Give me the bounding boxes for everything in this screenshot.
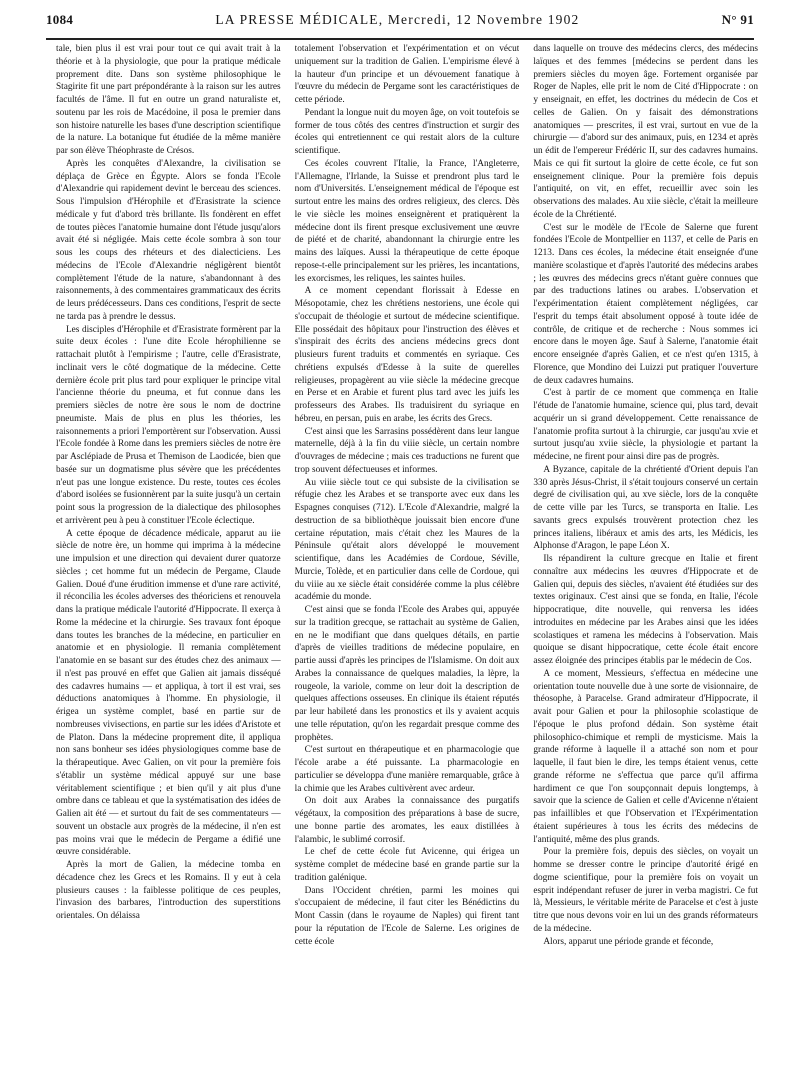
paragraph: Au viiie siècle tout ce qui subsiste de la civilisation se réfugie chez les Arabes et se transporte avec eux dans les Espagnes conquises (712). L'Ecole d'Alexandrie, malgré la destruction de sa bibliothèque jouissait bien encore d'une certaine réputation, mais c'était chez les Maures de la Péninsule qu'était alors développé le mouvement scientifique, dans les Académies de Cordoue, Séville, Murcie, Tolède, et en particulier dans celle de Cordoue, qui du viiie au xe siècle était considérée comme la plus célèbre académie du monde.: [294, 477, 520, 603]
page-number: 1084: [46, 12, 74, 27]
paragraph: totalement l'observation et l'expérimentation et on vécut uniquement sur la tradition de Galien. L'empirisme élevé à la hauteur d'un principe et un dévouement fanatique à l'œuvre du médecin de Pergame sont les caractéristiques de cette période.: [294, 44, 520, 105]
paragraph: C'est à partir de ce moment que commença en Italie l'étude de l'anatomie humaine, science qui, plus tard, devait acquérir un si grand développement. Cette renaissance de l'anatomie profita surtout à la chirurgie, car jusqu'au xvie et surtout jusqu'au xviie siècle, la physiologie et partant la médecine, ne firent pour ainsi dire pas de progrès.: [533, 388, 759, 462]
article-body: [56, 43, 758, 1078]
paragraph: Le chef de cette école fut Avicenne, qui érigea un système complet de médecine basé en grande partie sur la tradition galénique.: [294, 847, 520, 883]
paragraph: Pendant la longue nuit du moyen âge, on voit toutefois se former de tous côtés des centres d'instruction et surgir des écoles qui entretiennent ce qui restait alors de la culture scientifique.: [294, 107, 520, 156]
paragraph: Pour la première fois, depuis des siècles, on voyait un homme se dresser contre le principe d'autorité érigé en dogme scientifique, pour la première fois on voyait un esprit indépendant refuser de jurer in verba magistri. Ce fut là, Messieurs, le véritable mérite de Paracelse et c'est à juste titre que nous devons voir en lui un des grands réformateurs de la médecine.: [533, 847, 759, 934]
paragraph: Après la mort de Galien, la médecine tomba en décadence chez les Grecs et les Romains. Il y eut à cela plusieurs causes : la faiblesse politique de ces peuples, l'invasion des barbares, l'introduction des superstitions orientales. On délaissa: [56, 860, 281, 921]
page-header: [46, 6, 754, 34]
text-column-1: [56, 43, 281, 1078]
paragraph: A ce moment cependant florissait à Edesse en Mésopotamie, chez les chrétiens nestoriens, une école qui s'occupait de théologie et surtout de médecine scientifique. Elle possédait des hôpitaux pour l'instruction des élèves et s'inspirait des écrits des anciens médecins grecs dont plusieurs furent traduits et commentés en syriaque. Ces chrétiens expulsés d'Edesse à la suite de querelles religieuses, propagèrent au viie siècle la médecine grecque en Perse et en Arabie et furent plus tard avec les juifs les professeurs des Arabes. Ils traduisirent du syriaque en hébreu, en persan, puis en arabe, les écrits des Grecs.: [294, 286, 520, 424]
paragraph: C'est ainsi que se fonda l'Ecole des Arabes qui, appuyée sur la tradition grecque, se rattachait au système de Galien, en ne le modifiant que dans quelques détails, en partie d'après de vieilles traditions de médecine populaire, en partie aussi d'après les principes de l'Islamisme. On doit aux Arabes la connaissance de quelques maladies, la lèpre, la rougeole, la variole, comme on leur doit la description de quelques affections osseuses. En clinique ils étaient réputés par leur habileté dans les pronostics et ils y avaient acquis une telle réputation, qu'on les regardait presque comme des prophètes.: [294, 605, 520, 743]
paragraph: On doit aux Arabes la connaissance des purgatifs végétaux, la composition des préparations à base de sucre, une bonne partie des aromates, les eaux distillées à l'alambic, le sublimé corrosif.: [294, 796, 520, 845]
paragraph: C'est surtout en thérapeutique et en pharmacologie que l'école arabe a été puissante. La pharmacologie en particulier se développa d'une manière remarquable, grâce à la chimie que les Arabes cultivèrent avec ardeur.: [294, 745, 520, 794]
paragraph: dans laquelle on trouve des médecins clercs, des médecins laïques et des femmes [médecins se perdent dans les premiers siècles du moyen âge. Fortement organisée par Roger de Naples, elle prit le nom de Cité d'Hippocrate : on y enseignait, en effet, les doctrines du médecin de Cos et celles de Galien. On y faisait des démonstrations anatomiques — prescrites, il est vrai, surtout en vue de la chirurgie — d'abord sur des animaux, puis, en 1234 et après un édit de l'empereur Frédéric II, sur des cadavres humains. Mais ce qui fit surtout la gloire de cette école, ce fut son enseignement clinique. Pour la première fois depuis l'antiquité, on vit, en effet, recueillir avec soin les observations des malades. Au xiie siècle, c'était la meilleure école de la Chrétienté.: [533, 44, 759, 220]
paragraph: Ces écoles couvrent l'Italie, la France, l'Angleterre, l'Allemagne, l'Irlande, la Suisse et prendront plus tard le nom d'Universités. L'enseignement médical de l'époque est surtout entre les mains des ordres religieux, des clercs. Dès le vie siècle les moines enseignèrent et pratiquèrent la médecine dont ils firent presque exclusivement une œuvre de piété et de charité, abandonnant la chirurgie entre les mains des laïques. Aussi la thérapeutique de cette époque repose-t-elle principalement sur les prières, les incantations, les exorcismes, les reliques, les saintes huiles.: [294, 158, 520, 284]
journal-title: LA PRESSE MÉDICALE, Mercredi, 12 Novembre 1902: [215, 12, 580, 27]
paragraph: Ils répandirent la culture grecque en Italie et firent connaître aux médecins les œuvres d'Hippocrate et de Galien qui, depuis des siècles, n'avaient été étudiées sur des textes originaux. C'est ainsi que se fonda, en Italie, l'école hippocratique, dite nouvelle, qui renversa les idées introduites en médecine par les Arabes ainsi que les idées scolastiques et ramena les médecins à l'observation. Mais quoique se disant hippocratique, cette école était encore assez éloignée des principes établis par le médecin de Cos.: [533, 554, 759, 666]
paragraph: Dans l'Occident chrétien, parmi les moines qui s'occupaient de médecine, il faut citer les Bénédictins du Mont Cassin (dans le royaume de Naples) qui firent tant pour la réputation de l'Ecole de Salerne. Les origines de cette école: [294, 885, 520, 947]
paragraph: Les disciples d'Hérophile et d'Erasistrate formèrent par la suite deux écoles : l'une dite Ecole hérophilienne se rattachait plutôt à l'empirisme ; l'autre, celle d'Erasistrate, inclinait vers le côté dogmatique de la médecine. Cette dernière école prit plus tard pour expliquer le principe vital l'ancienne théorie du pneuma, et fut connue dans les premiers siècles de notre ère sous le nom de doctrine pneumiste. Mais de plus en plus les théories, les raisonnements a priori l'emportèrent sur l'observation. Aussi l'Ecole fondée à Rome dans les premiers siècles de notre ère par Asclépiade de Prusa et Themison de Laodicée, bien que basée sur un dogmatisme plus sévère que les précédentes n'eut pas une longue existence. Du reste, toutes ces écoles d'abord isolées se fusionnèrent par la suite jusqu'à un certain point sous la progression de la dialectique des philosophes et arrivèrent peu à peu à constituer l'Ecole éclectique.: [56, 324, 281, 526]
issue-number: N° 91: [721, 12, 754, 27]
paragraph: Après les conquêtes d'Alexandre, la civilisation se déplaça de Grèce en Égypte. Alors se fonda l'Ecole d'Alexandrie qui rapidement devint le berceau des sciences. Sous l'impulsion d'Hérophile et d'Erasistrate la science médicale y fut d'abord très brillante. Ils fondèrent en effet de toutes pièces l'anatomie humaine dont l'étude jusqu'alors avait été si négligée. Mais cette école sombra à son tour sous les coups des rhéteurs et des dialecticiens. Les médecins de l'Ecole d'Alexandrie négligèrent bientôt complètement l'étude de la nature, s'abandonnant à des raisonnements, à des commentaires grammaticaux des écrits de leurs prédécesseurs. Dans ces conditions, l'esprit de secte ne tarda pas à prendre le dessus.: [56, 158, 281, 322]
paragraph: A Byzance, capitale de la chrétienté d'Orient depuis l'an 330 après Jésus-Christ, il s'était toujours conservé un certain degré de civilisation qui, au xve siècle, lors de la conquête de cette ville par les Turcs, se transporta en Italie. Les savants grecs expulsés trouvèrent protection chez les princes italiens, libéraux et amis des arts, les Médicis, les Alphonse d'Aragon, le pape Léon X.: [533, 464, 759, 552]
text-column-3: [533, 43, 758, 1078]
paragraph: C'est ainsi que les Sarrasins possédèrent dans leur langue maternelle, déjà à la fin du viiie siècle, un certain nombre d'ouvrages de médecine ; mais ces traductions ne furent que trop souvent défectueuses et informes.: [294, 426, 520, 475]
paragraph: A ce moment, Messieurs, s'effectua en médecine une orientation toute nouvelle due à une sorte de visionnaire, de théosophe, à Paracelse. Grand admirateur d'Hippocrate, il avait pour Galien et pour la philosophie scolastique de l'époque le plus profond dédain. Son système était philosophico-chimique et rempli de mysticisme. Mais la grande réforme à laquelle il a attaché son nom et pour laquelle, il faut bien le dire, les temps étaient venus, cette grande réforme ne s'effectua que parce qu'il affirma hardiment ce que l'on soupçonnait depuis longtemps, à savoir que la science de Galien et celle d'Avicenne n'étaient pas infaillibles et que l'Observation et l'Expérimentation étaient supérieures à tous les écrits des médecins de l'antiquité, même des plus grands.: [533, 668, 759, 845]
paragraph: tale, bien plus il est vrai pour tout ce qui avait trait à la théorie et à la physiologie, que pour la pratique médicale proprement dite. Dans son système philosophique le Stagirite fit une part prépondérante à la raison sur les autres facultés de l'âme. Il fut en outre un grand naturaliste et, soutenu par les rois de Macédoine, il posa le premier dans son histoire naturelle les bases d'une description scientifique de la nature. La botanique fut étudiée de la même manière par son élève Théophraste de Crésos.: [56, 44, 281, 156]
paragraph: A cette époque de décadence médicale, apparut au iie siècle de notre ère, un homme qui imprima à la médecine une impulsion et une direction qui devaient durer quatorze siècles ; cet homme fut un médecin de Pergame, Claude Galien. Doué d'une érudition immense et d'une rare activité, il réconcilia les écoles adverses des théoriciens et renouvela dans la pratique médicale l'autorité d'Hippocrate. Il exerça à Rome la médecine et la chirurgie. Ses travaux font époque dans toutes les branches de la médecine, en particulier en anatomie et en physiologie. Il remania complètement l'anatomie en se basant sur des études chez des animaux — il n'est pas prouvé en effet que Galien ait jamais disséqué des cadavres humains — et appliqua, à tort il est vrai, ses déductions anatomiques à l'homme. En physiologie, il érigea un système complet, basé en partie sur de nombreuses vivisections, en partie sur les idées d'Aristote et de Platon. Dans la médecine proprement dite, il appliqua non sans bonheur ses idées physiologiques comme base de la thérapeutique. Avec Galien, on vit pour la première fois s'établir un système médical appuyé sur une base véritablement scientifique ; et bien qu'il y ait plus d'une ombre dans ce tableau et que la systématisation des idées de Galien ait été — et surtout du fait de ses commentateurs — souvent un obstacle aux progrès de la médecine, il n'en est pas moins vrai que le médecin de Pergame a édifié une œuvre considérable.: [56, 528, 281, 858]
paragraph: C'est sur le modèle de l'Ecole de Salerne que furent fondées l'Ecole de Montpellier en 1137, et celle de Paris en 1213. Dans ces écoles, la médecine était enseignée d'une manière scolastique et d'après l'autorité des médecins arabes ; les œuvres des médecins grecs n'étant guère connues que par des traductions latines ou arabes. L'observation et l'expérimentation étaient complètement négligées, car l'esprit du temps était absolument opposé à toute idée de contrôle, de critique et de recherche : Nous sommes ici encore dans le moyen âge. Sauf à Salerne, l'anatomie était encore enseignée d'après Galien, et ce n'est qu'en 1315, à Florence, que Mondino dei Luizzi put pratiquer l'ouverture de deux cadavres humains.: [533, 222, 759, 386]
text-column-2: [295, 43, 520, 1078]
paragraph: Alors, apparut une période grande et féconde,: [543, 936, 714, 947]
header-rule: [46, 38, 754, 40]
